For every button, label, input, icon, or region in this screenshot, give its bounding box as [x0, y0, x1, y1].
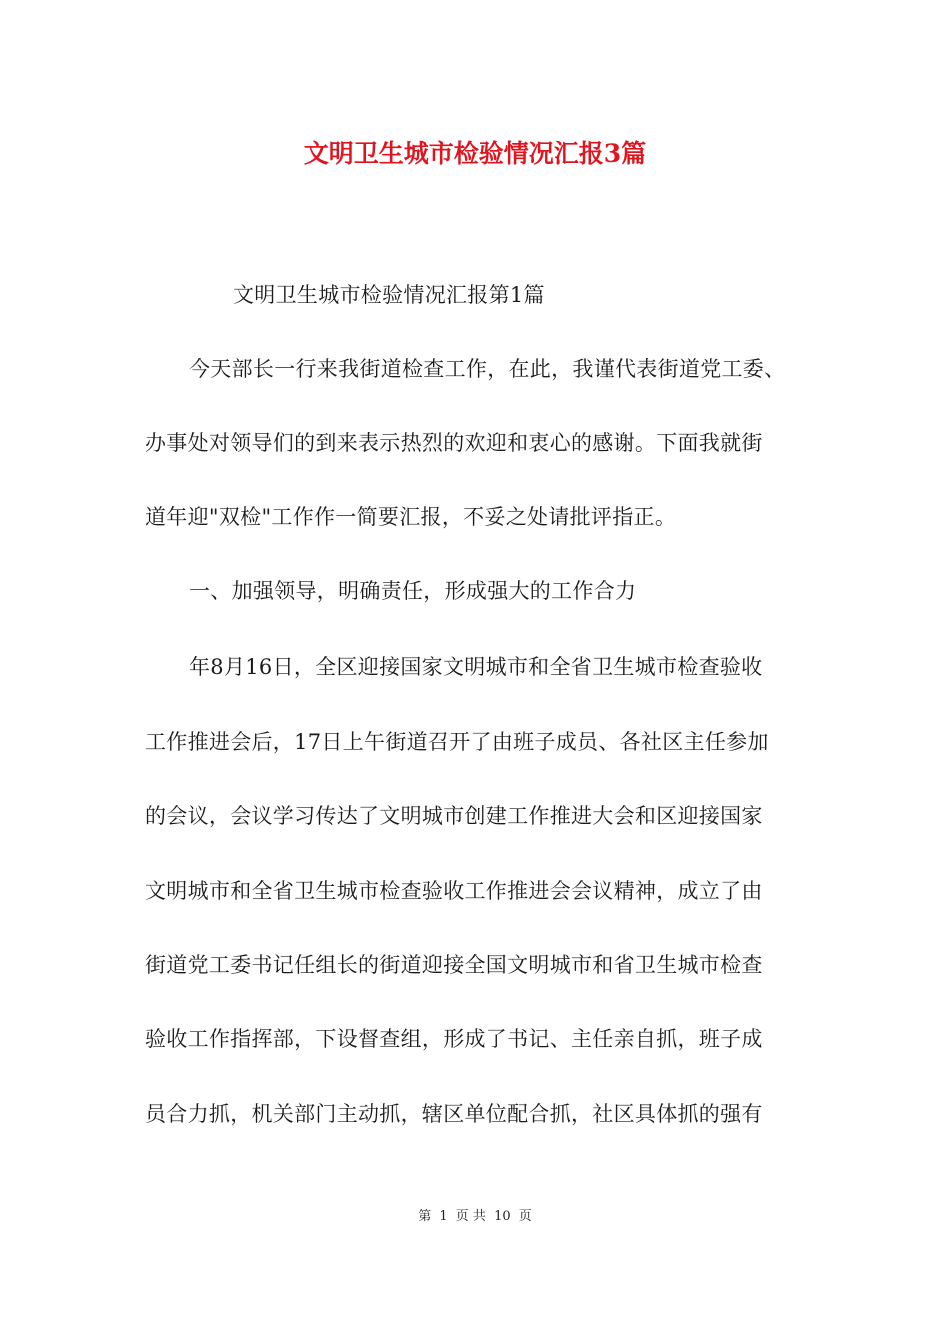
paragraph-line: 办事处对领导们的到来表示热烈的欢迎和衷心的感谢。下面我就街	[145, 431, 763, 455]
footer-page-number: 1	[439, 1209, 448, 1224]
paragraph-line: 的会议，会议学习传达了文明城市创建工作推进大会和区迎接国家	[145, 804, 763, 828]
paragraph-line: 道年迎"双检"工作作一简要汇报，不妥之处请批评指正。	[145, 505, 677, 529]
paragraph-line: 员合力抓，机关部门主动抓，辖区单位配合抓，社区具体抓的强有	[145, 1102, 763, 1126]
page-footer	[0, 1208, 950, 1226]
footer-suffix: 页	[518, 1209, 532, 1224]
footer-total-pages: 10	[494, 1209, 511, 1224]
section-heading: 文明卫生城市检验情况汇报第1篇	[233, 283, 545, 307]
paragraph-line: 今天部长一行来我街道检查工作，在此，我谨代表街道党工委、	[189, 357, 786, 381]
paragraph-heading: 一、加强领导，明确责任，形成强大的工作合力	[189, 579, 637, 603]
footer-prefix: 第	[418, 1209, 432, 1224]
paragraph-line: 验收工作指挥部，下设督查组，形成了书记、主任亲自抓，班子成	[145, 1027, 763, 1051]
paragraph-line: 年8月16日，全区迎接国家文明城市和全省卫生城市检查验收	[189, 655, 763, 679]
paragraph-line: 街道党工委书记任组长的街道迎接全国文明城市和省卫生城市检查	[145, 953, 763, 977]
document-title: 文明卫生城市检验情况汇报3篇	[303, 139, 647, 168]
footer-mid: 页 共	[455, 1209, 486, 1224]
paragraph-line: 工作推进会后，17日上午街道召开了由班子成员、各社区主任参加	[145, 730, 769, 754]
paragraph-line: 文明城市和全省卫生城市检查验收工作推进会会议精神，成立了由	[145, 879, 763, 903]
